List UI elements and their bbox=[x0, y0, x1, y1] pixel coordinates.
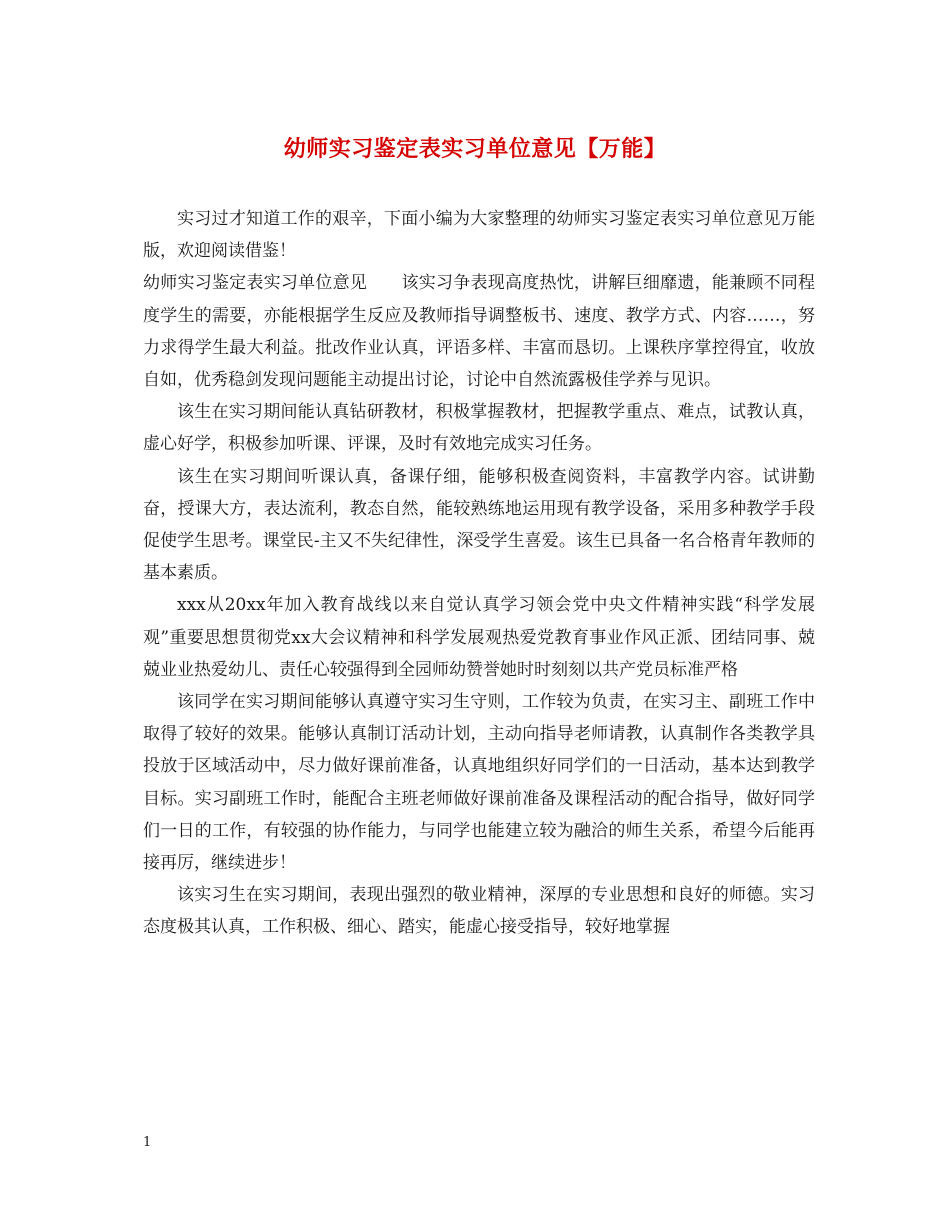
body-paragraph: 该实习生在实习期间，表现出强烈的敬业精神，深厚的专业思想和良好的师德。实习态度极其认真，工作积极、细心、踏实，能虚心接受指导，较好地掌握 bbox=[143, 885, 815, 938]
unit-opinion-paragraph: 幼师实习鉴定表实习单位意见 该实习争表现高度热忱，讲解巨细靡遗，能兼顾不同程度学生的需要，亦能根据学生反应及教师指导调整板书、速度、教学方式、内容……，努力求得学生最大利益。批改作业认真，评语多样、丰富而恳切。上课秩序掌控得宜，收放自如，优秀稳剑发现问题能主动提出讨论，讨论中自然流露极佳学养与见识。 bbox=[143, 273, 815, 391]
page-number: 1 bbox=[143, 1135, 152, 1150]
intro-paragraph: 实习过才知道工作的艰辛，下面小编为大家整理的幼师实习鉴定表实习单位意见万能版，欢迎阅读借鉴！ bbox=[143, 209, 815, 262]
document-title: 幼师实习鉴定表实习单位意见【万能】 bbox=[283, 136, 667, 162]
body-paragraph: 该生在实习期间听课认真，备课仔细，能够积极查阅资料，丰富教学内容。试讲勤奋，授课大方，表达流利，教态自然，能较熟练地运用现有教学设备，采用多种教学手段促使学生思考。课堂民-主又不失纪律性，深受学生喜爱。该生已具备一名合格青年教师的基本素质。 bbox=[143, 466, 815, 584]
body-paragraph: 该同学在实习期间能够认真遵守实习生守则，工作较为负责，在实习主、副班工作中取得了较好的效果。能够认真制订活动计划，主动向指导老师请教，认真制作各类教学具投放于区域活动中，尽力做好课前准备，认真地组织好同学们的一日活动，基本达到教学目标。实习副班工作时，能配合主班老师做好课前准备及课程活动的配合指导，做好同学们一日的工作，有较强的协作能力，与同学也能建立较为融洽的师生关系，希望今后能再接再厉，继续进步！ bbox=[143, 692, 815, 874]
body-paragraph: 该生在实习期间能认真钻研教材，积极掌握教材，把握教学重点、难点，试教认真，虚心好学，积极参加听课、评课，及时有效地完成实习任务。 bbox=[143, 402, 815, 455]
document-body bbox=[143, 203, 815, 944]
body-paragraph: xxx从20xx年加入教育战线以来自觉认真学习领会党中央文件精神实践“科学发展观”重要思想贯彻党xx大会议精神和科学发展观热爱党教育事业作风正派、团结同事、兢兢业业热爱幼儿、责任心较强得到全园师幼赞誉她时时刻刻以共产党员标准严格 bbox=[143, 595, 815, 680]
